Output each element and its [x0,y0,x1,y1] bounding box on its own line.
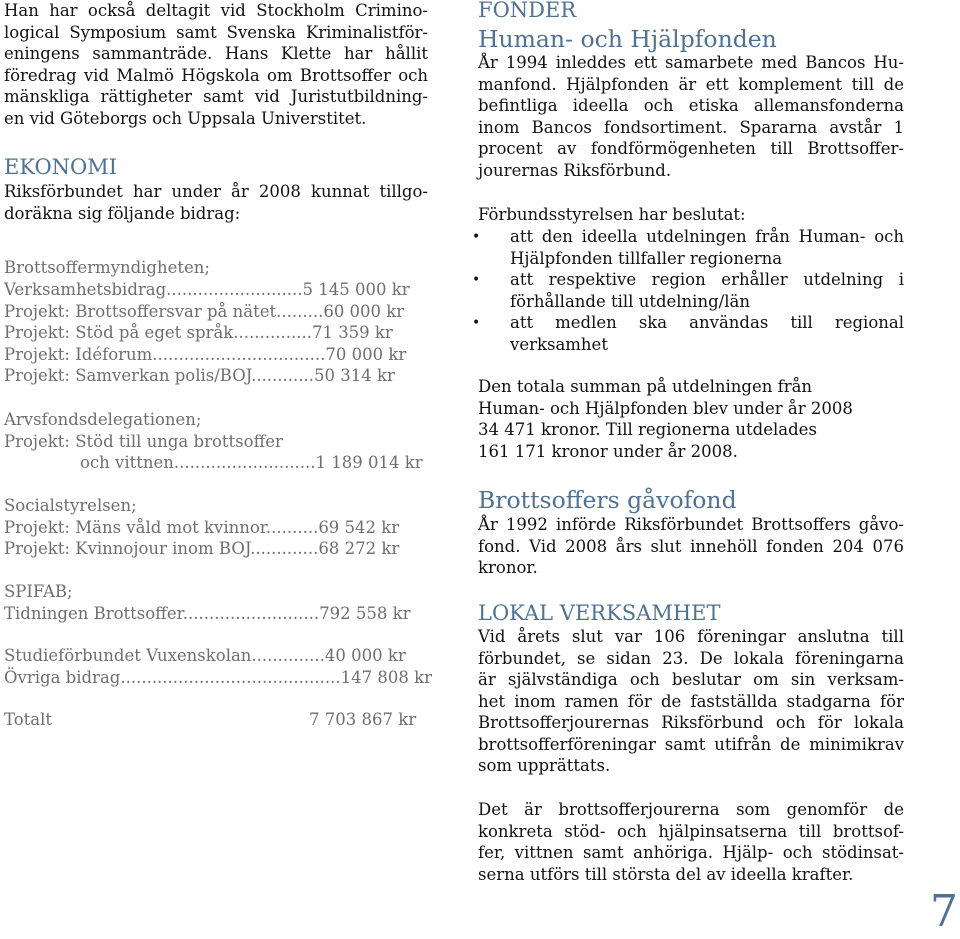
gift-line: År 1992 införde Riksförbundet Brottsoffers gåvo- [478,515,904,534]
fund-line: procent av fondförmögenheten till Brottsoffer- [478,139,904,158]
local-line: brottsofferföreningar samt utifrån de minimikrav [478,734,904,754]
local-line: Brottsofferjourernas Riksförbund och för lokala [478,713,904,732]
grant-row: Övriga bidrag..........................................147 808 kr [4,667,432,687]
bullet-icon: • [472,272,481,288]
group-title-brottsoffermyndigheten: Brottsoffermyndigheten; [4,258,210,277]
grant-row: Projekt: Idéforum.................................70 000 kr [4,344,407,364]
grant-row: och vittnen...........................1 189 014 kr [80,453,423,472]
gift-line: kronor. [478,558,538,577]
bullet-line: Hjälpfonden tillfaller regionerna [510,248,783,268]
bullet-line: att den ideella utdelningen från Human- och [510,227,904,246]
intro-line: logical Symposium samt Svenska Kriminalistför- [4,22,428,42]
fund-line: manfond. Hjälpfonden är ett komplement till de [478,74,904,94]
grant-row: Verksamhetsbidrag..........................5 145 000 kr [4,280,410,299]
bullet-line: att respektive region erhåller utdelning i [510,270,904,289]
local-line: förbundet, se sidan 23. De lokala föreningarna [478,648,904,668]
fonder-heading: FONDER [478,0,577,22]
grant-row: Projekt: Samverkan polis/BOJ............50 314 kr [4,366,395,385]
fund-line: inom Bancos fondsortiment. Spararna avstår 1 [478,117,904,137]
grant-row: Projekt: Stöd till unga brottsoffer [4,431,283,451]
final-line: Det är brottsofferjourerna som genomför de [478,800,904,819]
intro-line: en vid Göteborgs och Uppsala Universtitet. [4,108,367,128]
summary-line: 34 471 kronor. Till regionerna utdelades [478,420,817,439]
bullet-line: att medlen ska användas till regional [510,313,904,332]
grant-row: Tidningen Brottsoffer..........................792 558 kr [4,603,411,623]
grant-row: Studieförbundet Vuxenskolan..............40 000 kr [4,646,406,665]
bullet-icon: • [472,315,481,331]
fund-line: År 1994 inleddes ett samarbete med Bancos Hu- [478,53,904,72]
grant-row: Projekt: Mäns våld mot kvinnor..........69 542 kr [4,517,400,537]
ekonomi-heading: EKONOMI [4,155,118,179]
bullet-icon: • [472,229,481,245]
page-number: 7 [930,886,958,937]
intro-line: Han har också deltagit vid Stockholm Crimino- [4,1,428,20]
total-value: 7 703 867 kr [309,710,417,729]
grant-row: Projekt: Stöd på eget språk...............71 359 kr [4,323,393,342]
bullet-line: förhållande till utdelning/län [510,291,750,311]
local-line: är självständiga och beslutar om sin verksam- [478,670,904,689]
gift-fund-title: Brottsoffers gåvofond [478,486,737,514]
summary-line: Human- och Hjälpfonden blev under år 2008 [478,398,853,418]
board-intro: Förbundsstyrelsen har beslutat: [478,205,746,224]
grant-row: Projekt: Brottsoffersvar på nätet.........60 000 kr [4,301,405,321]
group-title-arvsfond: Arvsfondsdelegationen; [4,410,202,429]
intro-line: föredrag vid Malmö Högskola om Brottsoffer och [4,65,428,85]
summary-line: 161 171 kronor under år 2008. [478,441,738,461]
ekonomi-line: doräkna sig följande bidrag: [4,203,241,223]
group-title-spifab: SPIFAB; [4,582,73,601]
final-line: serna utförs till största del av ideella krafter. [478,864,854,884]
local-heading: LOKAL VERKSAMHET [478,601,721,625]
fund-line: befintliga ideella och etiska allemansfonderna [478,96,904,115]
summary-line: Den totala summan på utdelningen från [478,377,813,396]
local-line: som upprättats. [478,756,611,775]
ekonomi-line: Riksförbundet har under år 2008 kunnat tillgo- [4,182,428,201]
gift-line: fond. Vid 2008 års slut innehöll fonden 204 076 [478,536,904,556]
final-line: konkreta stöd- och hjälpinsatserna till brottsof- [478,821,904,841]
bullet-line: verksamhet [510,334,608,354]
grant-row: Projekt: Kvinnojour inom BOJ.............68 272 kr [4,539,400,558]
intro-line: eningens sammanträde. Hans Klette har hållit [4,44,428,63]
local-line: het inom ramen för de fastställda stadgarna för [478,691,904,711]
local-line: Vid årets slut var 106 föreningar anslutna till [478,627,904,646]
final-line: fer, vittnen samt anhöriga. Hjälp- och stödinsat- [478,843,904,862]
fund-title: Human- och Hjälpfonden [478,25,777,53]
group-title-socialstyrelsen: Socialstyrelsen; [4,496,137,515]
total-label: Totalt [4,710,53,729]
fund-line: jourernas Riksförbund. [478,160,672,180]
intro-line: mänskliga rättigheter samt vid Juristutbildning- [4,87,428,106]
